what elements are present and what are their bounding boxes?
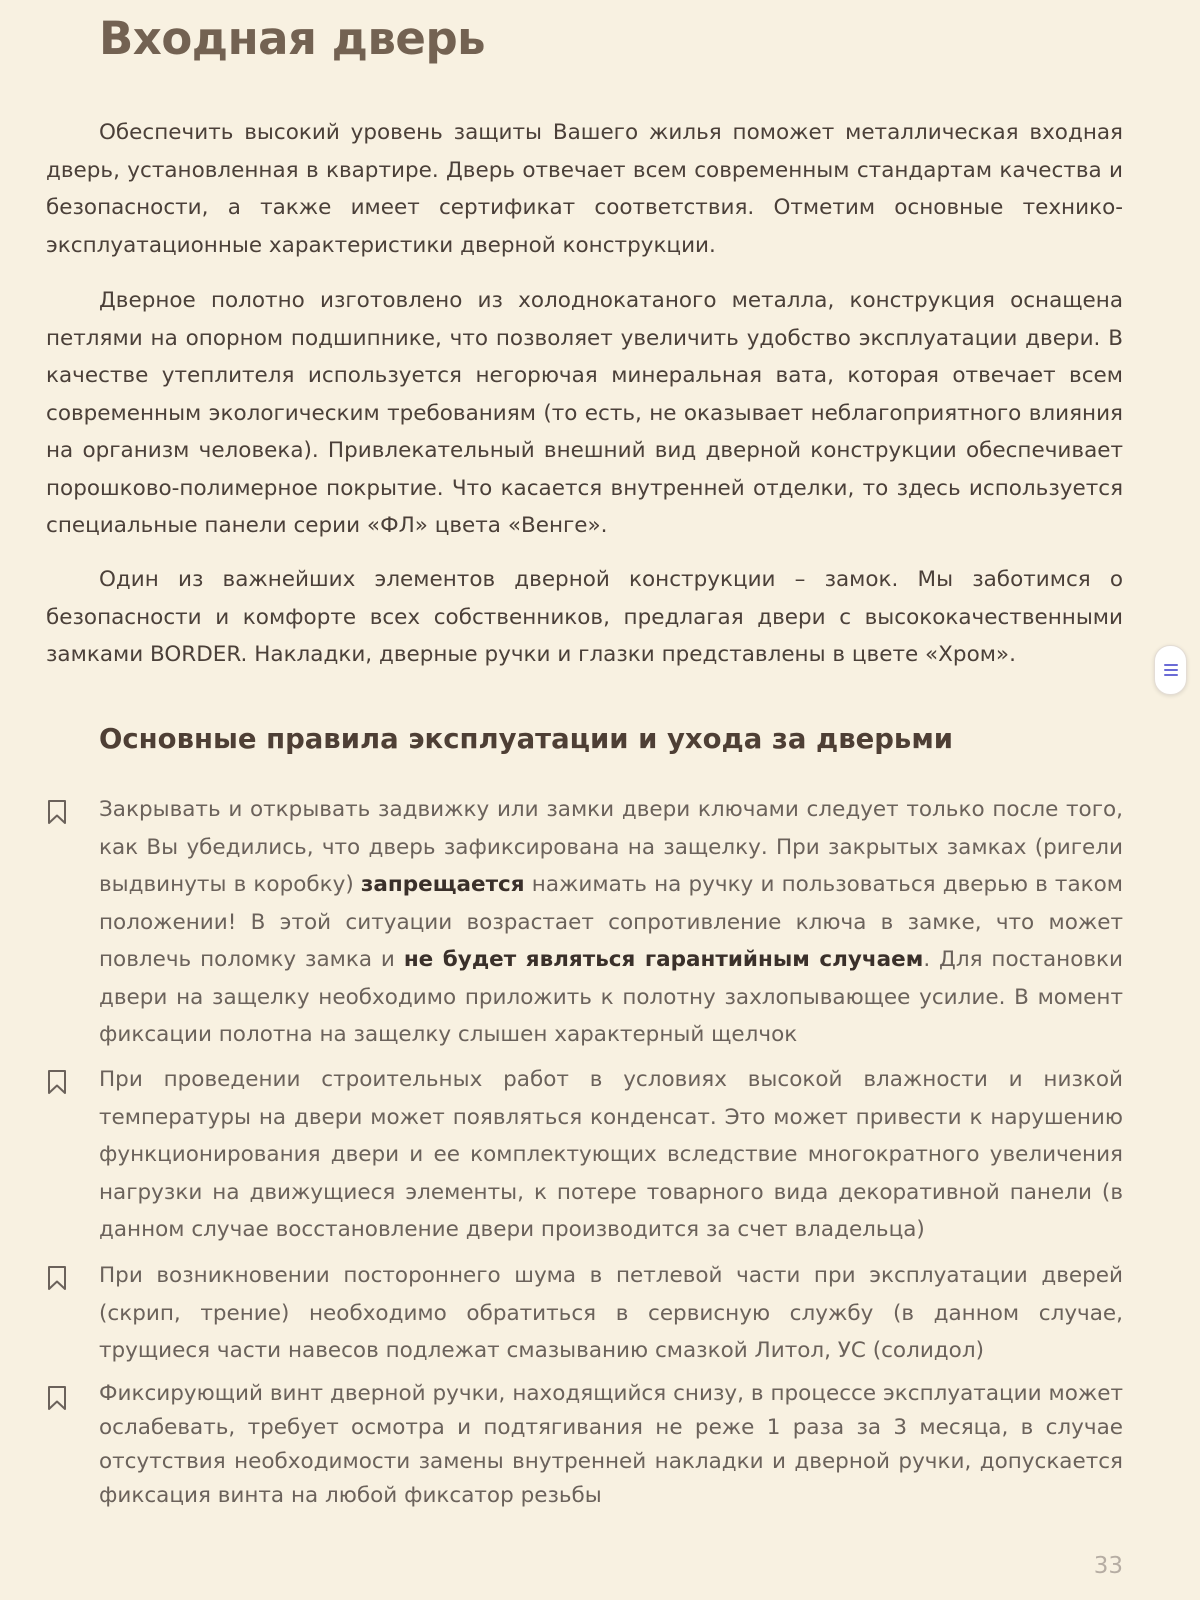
rule-text-emphasis: не будет являться гарантийным случаем bbox=[403, 947, 924, 972]
page-number: 33 bbox=[1093, 1553, 1123, 1579]
list-item-text bbox=[99, 791, 1123, 1054]
rule-text-part: нажимать на ручку и пользоваться дверью в таком положении! В этой ситуации возрастает сопротивление ключа в замке, что может повлечь поломку замка и bbox=[99, 872, 1123, 972]
intro-paragraph: Один из важнейших элементов дверной конструкции – замок. Мы заботимся о безопасности и комфорте всех собственников, предлагая двери с высококачественными замками BORDER. Накладки, дверные ручки и глазки представлены в цвете «Хром». bbox=[46, 567, 1123, 667]
intro-paragraph: Обеспечить высокий уровень защиты Вашего жилья поможет металлическая входная дверь, установленная в квартире. Дверь отвечает всем современным стандартам качества и безопасности, а также имеет сертификат соответствия. Отметим основные технико-эксплуатационные характеристики дверной конструкции. bbox=[46, 120, 1123, 258]
bookmark-icon bbox=[46, 799, 68, 825]
section-title: Основные правила эксплуатации и ухода за дверьми bbox=[99, 723, 954, 755]
bookmark-icon bbox=[46, 1069, 68, 1095]
page-title: Входная дверь bbox=[99, 12, 486, 65]
list-item-text: При проведении строительных работ в условиях высокой влажности и низкой температуры на двери может появляться конденсат. Это может привести к нарушению функционирования двери и ее комплектующих вследствие многократного увеличения нагрузки на движущиеся элементы, к потере товарного вида декоративной панели (в данном случае восстановление двери производится за счет владельца) bbox=[99, 1067, 1123, 1242]
list-item-text: Фиксирующий винт дверной ручки, находящийся снизу, в процессе эксплуатации может ослабевать, требует осмотра и подтягивания не реже 1 раза за 3 месяца, в случае отсутствия необходимости замены внутренней накладки и дверной ручки, допускается фиксация винта на любой фиксатор резьбы bbox=[99, 1381, 1123, 1508]
rule-text-part: . Для постановки двери на защелку необходимо приложить к полотну захлопывающее усилие. В момент фиксации полотна на защелку слышен характерный щелчок bbox=[99, 947, 1123, 1047]
bookmark-icon bbox=[46, 1265, 68, 1291]
list-item-text: При возникновении постороннего шума в петлевой части при эксплуатации дверей (скрип, трение) необходимо обратиться в сервисную службу (в данном случае, трущиеся части навесов подлежат смазыванию смазкой Литол, УС (солидол) bbox=[99, 1263, 1123, 1363]
side-menu-handle[interactable] bbox=[1154, 645, 1187, 695]
intro-paragraph: Дверное полотно изготовлено из холоднокатаного металла, конструкция оснащена петлями на опорном подшипнике, что позволяет увеличить удобство эксплуатации двери. В качестве утеплителя используется негорючая минеральная вата, которая отвечает всем современным экологическим требованиям (то есть, не оказывает неблагоприятного влияния на организм человека). Привлекательный внешний вид дверной конструкции обеспечивает порошково-полимерное покрытие. Что касается внутренней отделки, то здесь используется специальные панели серии «ФЛ» цвета «Венге». bbox=[46, 288, 1123, 538]
bookmark-icon bbox=[46, 1385, 68, 1411]
menu-lines-icon bbox=[1163, 663, 1179, 677]
rule-text-part: Закрывать и открывать задвижку или замки двери ключами следует только после того, как Вы убедились, что дверь зафиксирована на защелку. При закрытых замках (ригели выдвинуты в коробку) bbox=[99, 797, 1123, 897]
rule-text-emphasis: запрещается bbox=[360, 872, 525, 897]
